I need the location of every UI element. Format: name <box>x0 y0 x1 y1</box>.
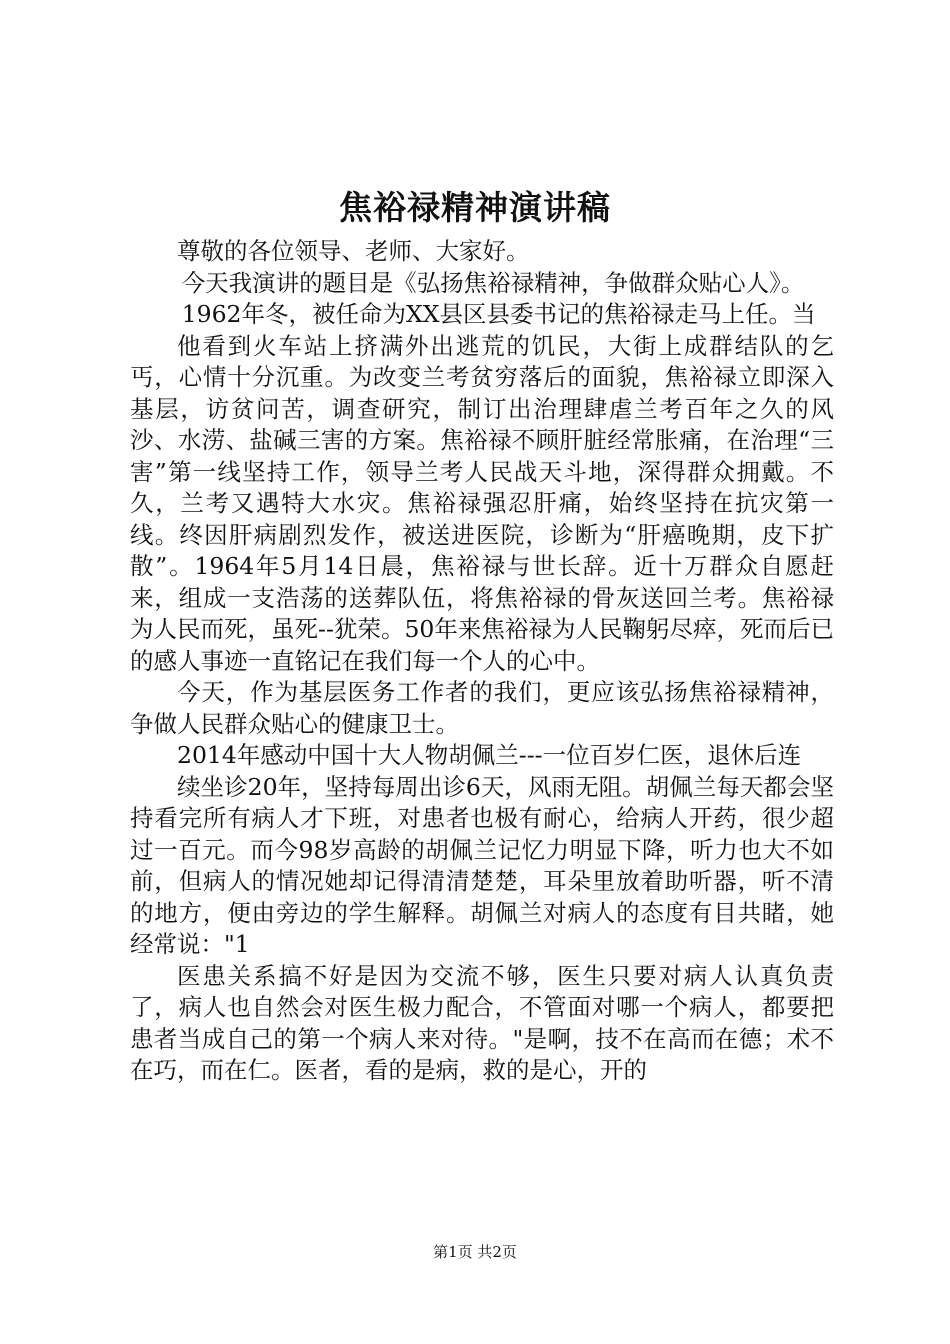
medical-workers-paragraph: 今天，作为基层医务工作者的我们，更应该弘扬焦裕禄精神，争做人民群众贴心的健康卫士。 <box>130 678 834 738</box>
document-body <box>130 236 834 1087</box>
topic-paragraph: 今天我演讲的题目是《弘扬焦裕禄精神，争做群众贴心人》。 <box>181 268 805 297</box>
doctor-patient-paragraph: 医患关系搞不好是因为交流不够，医生只要对病人认真负责了，病人也自然会对医生极力配合，不管面对哪一个病人，都要把患者当成自己的第一个病人来对待。"是啊，技不在高而在德；术不在巧，而在仁。医者，看的是病，救的是心，开的 <box>130 961 834 1084</box>
hu-peilan-story-paragraph: 续坐诊20年，坚持每周出诊6天，风雨无阻。胡佩兰每天都会坚持看完所有病人才下班，对患者也极有耐心，给病人开药，很少超过一百元。而今98岁高龄的胡佩兰记忆力明显下降，听力也大不如前，但病人的情况她却记得清清楚楚，耳朵里放着助听器，听不清的地方，便由旁边的学生解释。胡佩兰对病人的态度有目共睹，她经常说："1 <box>130 772 834 958</box>
greeting-paragraph: 尊敬的各位领导、老师、大家好。 <box>177 237 530 265</box>
jiao-yulu-story-paragraph: 他看到火车站上挤满外出逃荒的饥民，大街上成群结队的乞丐，心情十分沉重。为改变兰考贫穷落后的面貌，焦裕禄立即深入基层，访贫问苦，调查研究，制订出治理肆虐兰考百年之久的风沙、水涝、盐碱三害的方案。焦裕禄不顾肝脏经常胀痛，在治理“三害”第一线坚持工作，领导兰考人民战天斗地，深得群众拥戴。不久，兰考又遇特大水灾。焦裕禄强忍肝痛，始终坚持在抗灾第一线。终因肝病剧烈发作，被送进医院，诊断为“肝癌晚期，皮下扩散”。1964年5月14日晨，焦裕禄与世长辞。近十万群众自愿赶来，组成一支浩荡的送葬队伍，将焦裕禄的骨灰送回兰考。焦裕禄为人民而死，虽死--犹荣。50年来焦裕禄为人民鞠躬尽瘁，死而后已的感人事迹一直铭记在我们每一个人的心中。 <box>130 331 834 675</box>
document-title: 焦裕禄精神演讲稿 <box>339 188 611 227</box>
hu-peilan-intro-paragraph: 2014年感动中国十大人物胡佩兰---一位百岁仁医，退休后连 <box>177 741 802 769</box>
page-number-footer: 第1页 共2页 <box>433 1243 517 1261</box>
intro-paragraph: 1962年冬，被任命为XX县区县委书记的焦裕禄走马上任。当 <box>181 300 816 328</box>
